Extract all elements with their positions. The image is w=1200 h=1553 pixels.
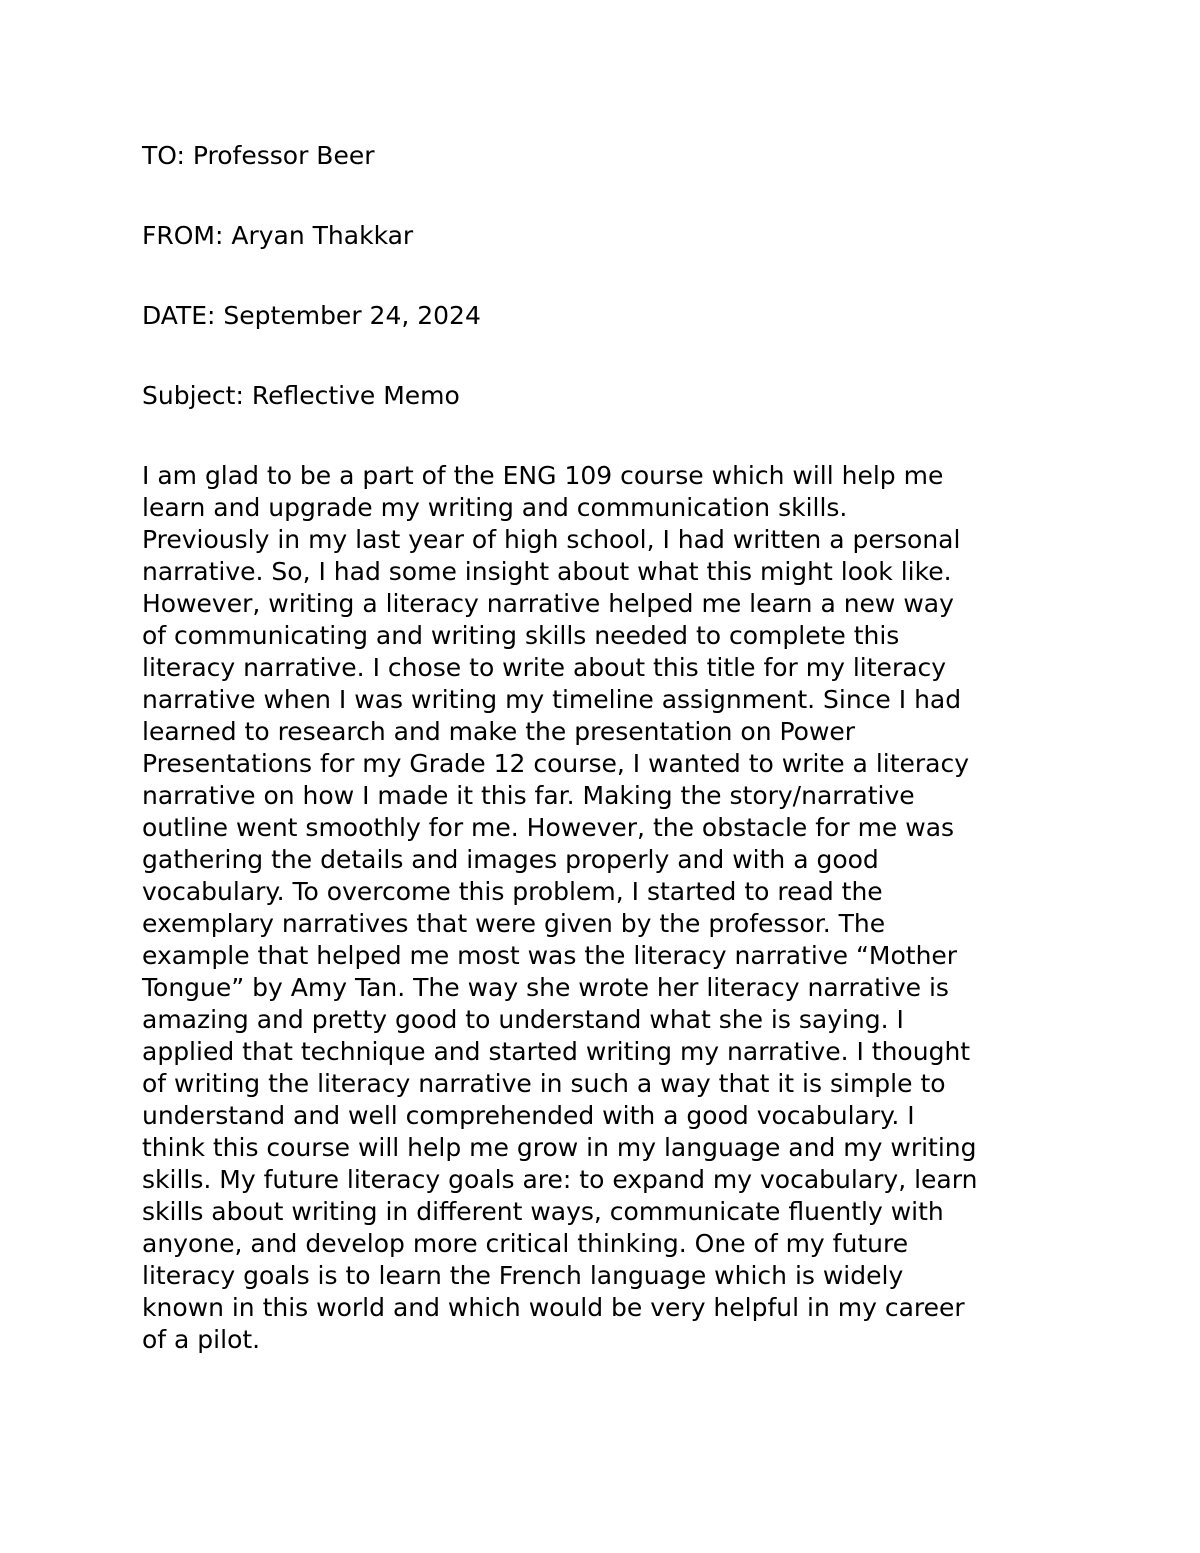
body-line: known in this world and which would be very helpful in my career [142, 1293, 965, 1322]
body-line: narrative when I was writing my timeline assignment. Since I had [142, 685, 962, 714]
body-line: Previously in my last year of high school, I had written a personal [142, 525, 961, 554]
memo-body-paragraph [142, 460, 1072, 1356]
memo-to-line: TO: Professor Beer [142, 141, 375, 170]
body-line: Tongue” by Amy Tan. The way she wrote her literacy narrative is [142, 973, 949, 1002]
body-line: skills. My future literacy goals are: to expand my vocabulary, learn [142, 1165, 978, 1194]
body-line: learned to research and make the presentation on Power [142, 717, 856, 746]
body-line: learn and upgrade my writing and communication skills. [142, 493, 848, 522]
body-line: narrative. So, I had some insight about what this might look like. [142, 557, 952, 586]
body-line: I am glad to be a part of the ENG 109 course which will help me [142, 461, 944, 490]
body-line: applied that technique and started writing my narrative. I thought [142, 1037, 971, 1066]
body-line: of communicating and writing skills needed to complete this [142, 621, 900, 650]
body-line: literacy goals is to learn the French language which is widely [142, 1261, 904, 1290]
body-line: anyone, and develop more critical thinking. One of my future [142, 1229, 909, 1258]
memo-date-line: DATE: September 24, 2024 [142, 301, 481, 330]
memo-from-line: FROM: Aryan Thakkar [142, 221, 414, 250]
body-line: think this course will help me grow in my language and my writing [142, 1133, 977, 1162]
body-line: gathering the details and images properly and with a good [142, 845, 879, 874]
body-line: skills about writing in different ways, communicate fluently with [142, 1197, 944, 1226]
body-line: vocabulary. To overcome this problem, I started to read the [142, 877, 883, 906]
memo-header [142, 140, 1062, 460]
body-line: outline went smoothly for me. However, the obstacle for me was [142, 813, 955, 842]
body-line: amazing and pretty good to understand what she is saying. I [142, 1005, 904, 1034]
body-line: narrative on how I made it this far. Making the story/narrative [142, 781, 915, 810]
memo-subject-line: Subject: Reflective Memo [142, 381, 460, 410]
body-line: However, writing a literacy narrative helped me learn a new way [142, 589, 954, 618]
body-line: understand and well comprehended with a good vocabulary. I [142, 1101, 915, 1130]
body-line: of a pilot. [142, 1325, 261, 1354]
body-line: example that helped me most was the literacy narrative “Mother [142, 941, 958, 970]
body-line: literacy narrative. I chose to write about this title for my literacy [142, 653, 947, 682]
body-line: of writing the literacy narrative in such a way that it is simple to [142, 1069, 946, 1098]
body-line: Presentations for my Grade 12 course, I wanted to write a literacy [142, 749, 970, 778]
body-line: exemplary narratives that were given by the professor. The [142, 909, 886, 938]
